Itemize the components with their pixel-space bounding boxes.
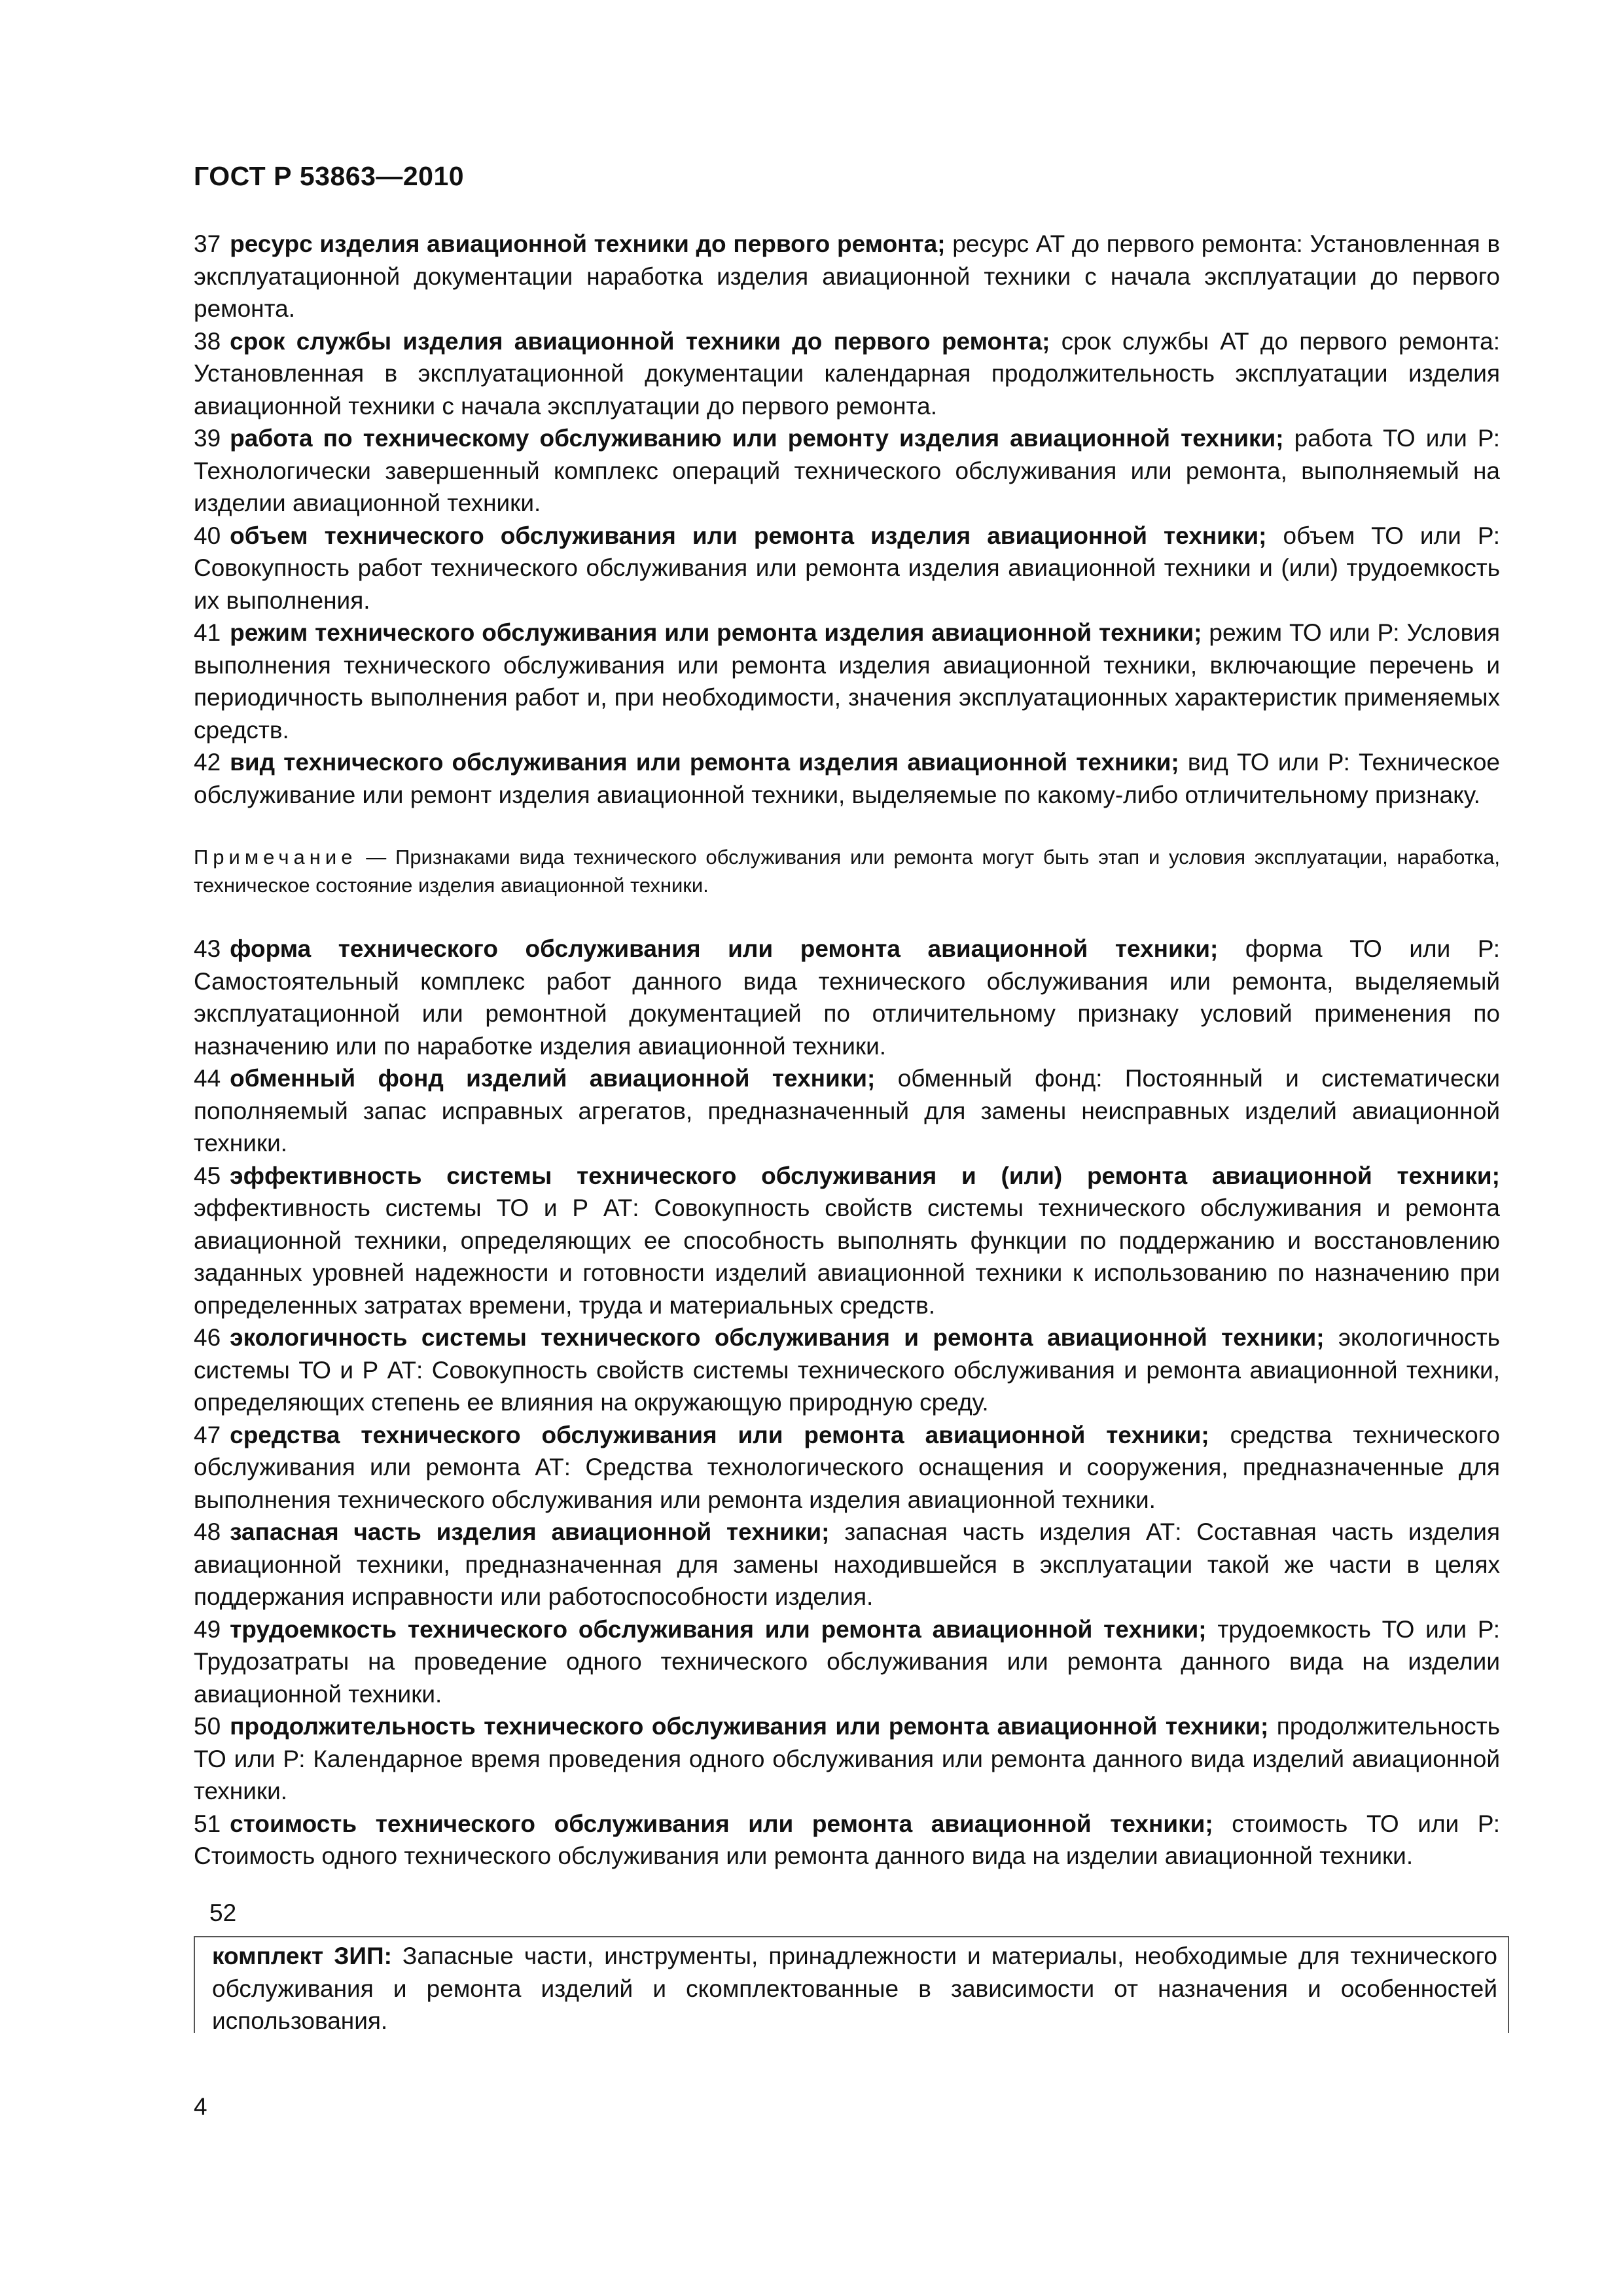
- term-definition: стоимость ТО или Р: Стоимость одного технического обслуживания или ремонта данного вида на изделии авиационной техники.: [194, 1810, 1500, 1869]
- term-definition: запасная часть изделия АТ: Составная часть изделия авиационной техники, предназначенная для замены находившейся в эксплуатации такой же части в целях поддержания исправности или работоспособности изделия.: [194, 1518, 1500, 1610]
- term-title: вид технического обслуживания или ремонта изделия авиационной техники;: [230, 749, 1179, 776]
- term-number: 38: [194, 327, 221, 355]
- term-definition: вид ТО или Р: Техническое обслуживание или ремонт изделия авиационной техники, выделяемые по какому-либо отличительному признаку.: [194, 749, 1500, 808]
- term-title: форма технического обслуживания или ремонта авиационной техники;: [230, 935, 1219, 962]
- page-number: 4: [194, 2093, 207, 2120]
- term-number: 49: [194, 1615, 221, 1643]
- term-definition: средства технического обслуживания или ремонта АТ: Средства технологического оснащения и сооружения, предназначенные для выполнения технического обслуживания или ремонта изделия авиационной техники.: [194, 1421, 1500, 1513]
- term-number: 50: [194, 1713, 221, 1740]
- term-title: режим технического обслуживания или ремонта изделия авиационной техники;: [230, 619, 1202, 646]
- term-number: 44: [194, 1065, 221, 1092]
- term-title: эффективность системы технического обслуживания и (или) ремонта авиационной техники;: [230, 1162, 1500, 1189]
- term-definition: работа ТО или Р: Технологически завершенный комплекс операций технического обслуживания или ремонта, выполняемый на изделии авиационной техники.: [194, 425, 1500, 516]
- term-entry-43: [194, 933, 1500, 1062]
- term-number: 39: [194, 425, 221, 452]
- term-title: продолжительность технического обслуживания или ремонта авиационной техники;: [230, 1713, 1269, 1740]
- note-label: Примечание: [194, 846, 357, 869]
- term-entry-49: [194, 1613, 1500, 1711]
- term-entry-38: [194, 325, 1500, 423]
- term-entry-42: [194, 746, 1500, 811]
- term-definition: объем ТО или Р: Совокупность работ технического обслуживания или ремонта изделия авиационной техники и (или) трудоемкость их выполнения.: [194, 522, 1501, 614]
- term-entry-45: [194, 1160, 1500, 1322]
- term-entry-39: [194, 422, 1500, 520]
- note-paragraph: [194, 843, 1500, 899]
- term-title: обменный фонд изделий авиационной техники;: [230, 1065, 876, 1092]
- term-entry-37: [194, 228, 1500, 325]
- term-title: стоимость технического обслуживания или ремонта авиационной техники;: [230, 1810, 1213, 1837]
- term-entry-46: [194, 1321, 1500, 1419]
- term-title: средства технического обслуживания или ремонта авиационной техники;: [230, 1421, 1209, 1448]
- terms-list: [194, 228, 1500, 1873]
- term-number: 43: [194, 935, 221, 962]
- term-number-52: 52: [209, 1899, 237, 1926]
- term-number: 45: [194, 1162, 221, 1189]
- term-entry-51: [194, 1808, 1500, 1873]
- term-number: 41: [194, 619, 221, 646]
- term-definition: ресурс АТ до первого ремонта: Установленная в эксплуатационной документации наработка изделия авиационной техники с начала эксплуатации до первого ремонта.: [194, 230, 1500, 322]
- term-number: 46: [194, 1324, 221, 1351]
- term-definition: срок службы АТ до первого ремонта: Установленная в эксплуатационной документации календарная продолжительность эксплуатации изделия авиационной техники с начала эксплуатации до первого ремонта.: [194, 327, 1500, 420]
- term-number: 42: [194, 749, 221, 776]
- term-definition: продолжительность ТО или Р: Календарное время проведения одного обслуживания или ремонта данного вида изделий авиационной техники.: [194, 1713, 1501, 1804]
- standard-header: ГОСТ Р 53863—2010: [194, 161, 465, 191]
- term-number: 40: [194, 522, 221, 549]
- term-title: ресурс изделия авиационной техники до первого ремонта;: [230, 230, 946, 257]
- term-entry-47: [194, 1419, 1500, 1516]
- term-entry-44: [194, 1062, 1500, 1160]
- term-entry-52: [212, 1940, 1497, 2037]
- term-entry-40: [194, 520, 1500, 617]
- term-title: работа по техническому обслуживанию или ремонту изделия авиационной техники;: [230, 425, 1284, 452]
- term-number: 51: [194, 1810, 221, 1837]
- term-title: срок службы изделия авиационной техники до первого ремонта;: [230, 327, 1050, 355]
- term-number: 47: [194, 1421, 221, 1448]
- term-number: 48: [194, 1518, 221, 1545]
- term-entry-41: [194, 617, 1500, 746]
- term-definition: режим ТО или Р: Условия выполнения технического обслуживания или ремонта изделия авиационной техники, включающие перечень и периодичность выполнения работ и, при необходимости, значения эксплуатационных характеристик применяемых средств.: [194, 619, 1500, 744]
- term-title: объем технического обслуживания или ремонта изделия авиационной техники;: [230, 522, 1267, 549]
- term-entry-50: [194, 1710, 1500, 1808]
- term-entry-48: [194, 1516, 1500, 1613]
- term-number: 37: [194, 230, 221, 257]
- note-text: — Признаками вида технического обслуживания или ремонта могут быть этап и условия эксплуатации, наработка, техническое состояние изделия авиационной техники.: [194, 846, 1500, 897]
- term-definition: трудоемкость ТО или Р: Трудозатраты на проведение одного технического обслуживания или ремонта данного вида на изделии авиационной техники.: [194, 1615, 1500, 1708]
- term-definition: обменный фонд: Постоянный и систематически пополняемый запас исправных агрегатов, предназначенный для замены неисправных изделий авиационной техники.: [194, 1065, 1501, 1157]
- term-definition: форма ТО или Р: Самостоятельный комплекс работ данного вида технического обслуживания или ремонта, выделяемый эксплуатационной или ремонтной документацией по отличительному признаку условий применения по назначению или по наработке изделия авиационной техники.: [194, 935, 1500, 1060]
- term-definition: Запасные части, инструменты, принадлежности и материалы, необходимые для технического обслуживания и ремонта изделий и скомплектованные в зависимости от назначения и особенностей использования.: [212, 1943, 1497, 2034]
- term-title: экологичность системы технического обслуживания и ремонта авиационной техники;: [230, 1324, 1325, 1351]
- term-title: запасная часть изделия авиационной техники;: [230, 1518, 830, 1545]
- term-title: комплект ЗИП:: [212, 1943, 392, 1969]
- term-definition: экологичность системы ТО и Р АТ: Совокупность свойств системы технического обслуживания и ремонта авиационной техники, определяющих степень ее влияния на окружающую природную среду.: [194, 1324, 1500, 1416]
- term-title: трудоемкость технического обслуживания или ремонта авиационной техники;: [230, 1615, 1207, 1643]
- term-definition: эффективность системы ТО и Р АТ: Совокупность свойств системы технического обслуживания и ремонта авиационной техники, определяющих ее способность выполнять функции по поддержанию и восстановлению заданных уровней надежности и готовности изделий авиационной техники к использованию по назначению при определенных затратах времени, труда и материальных средств.: [194, 1194, 1500, 1319]
